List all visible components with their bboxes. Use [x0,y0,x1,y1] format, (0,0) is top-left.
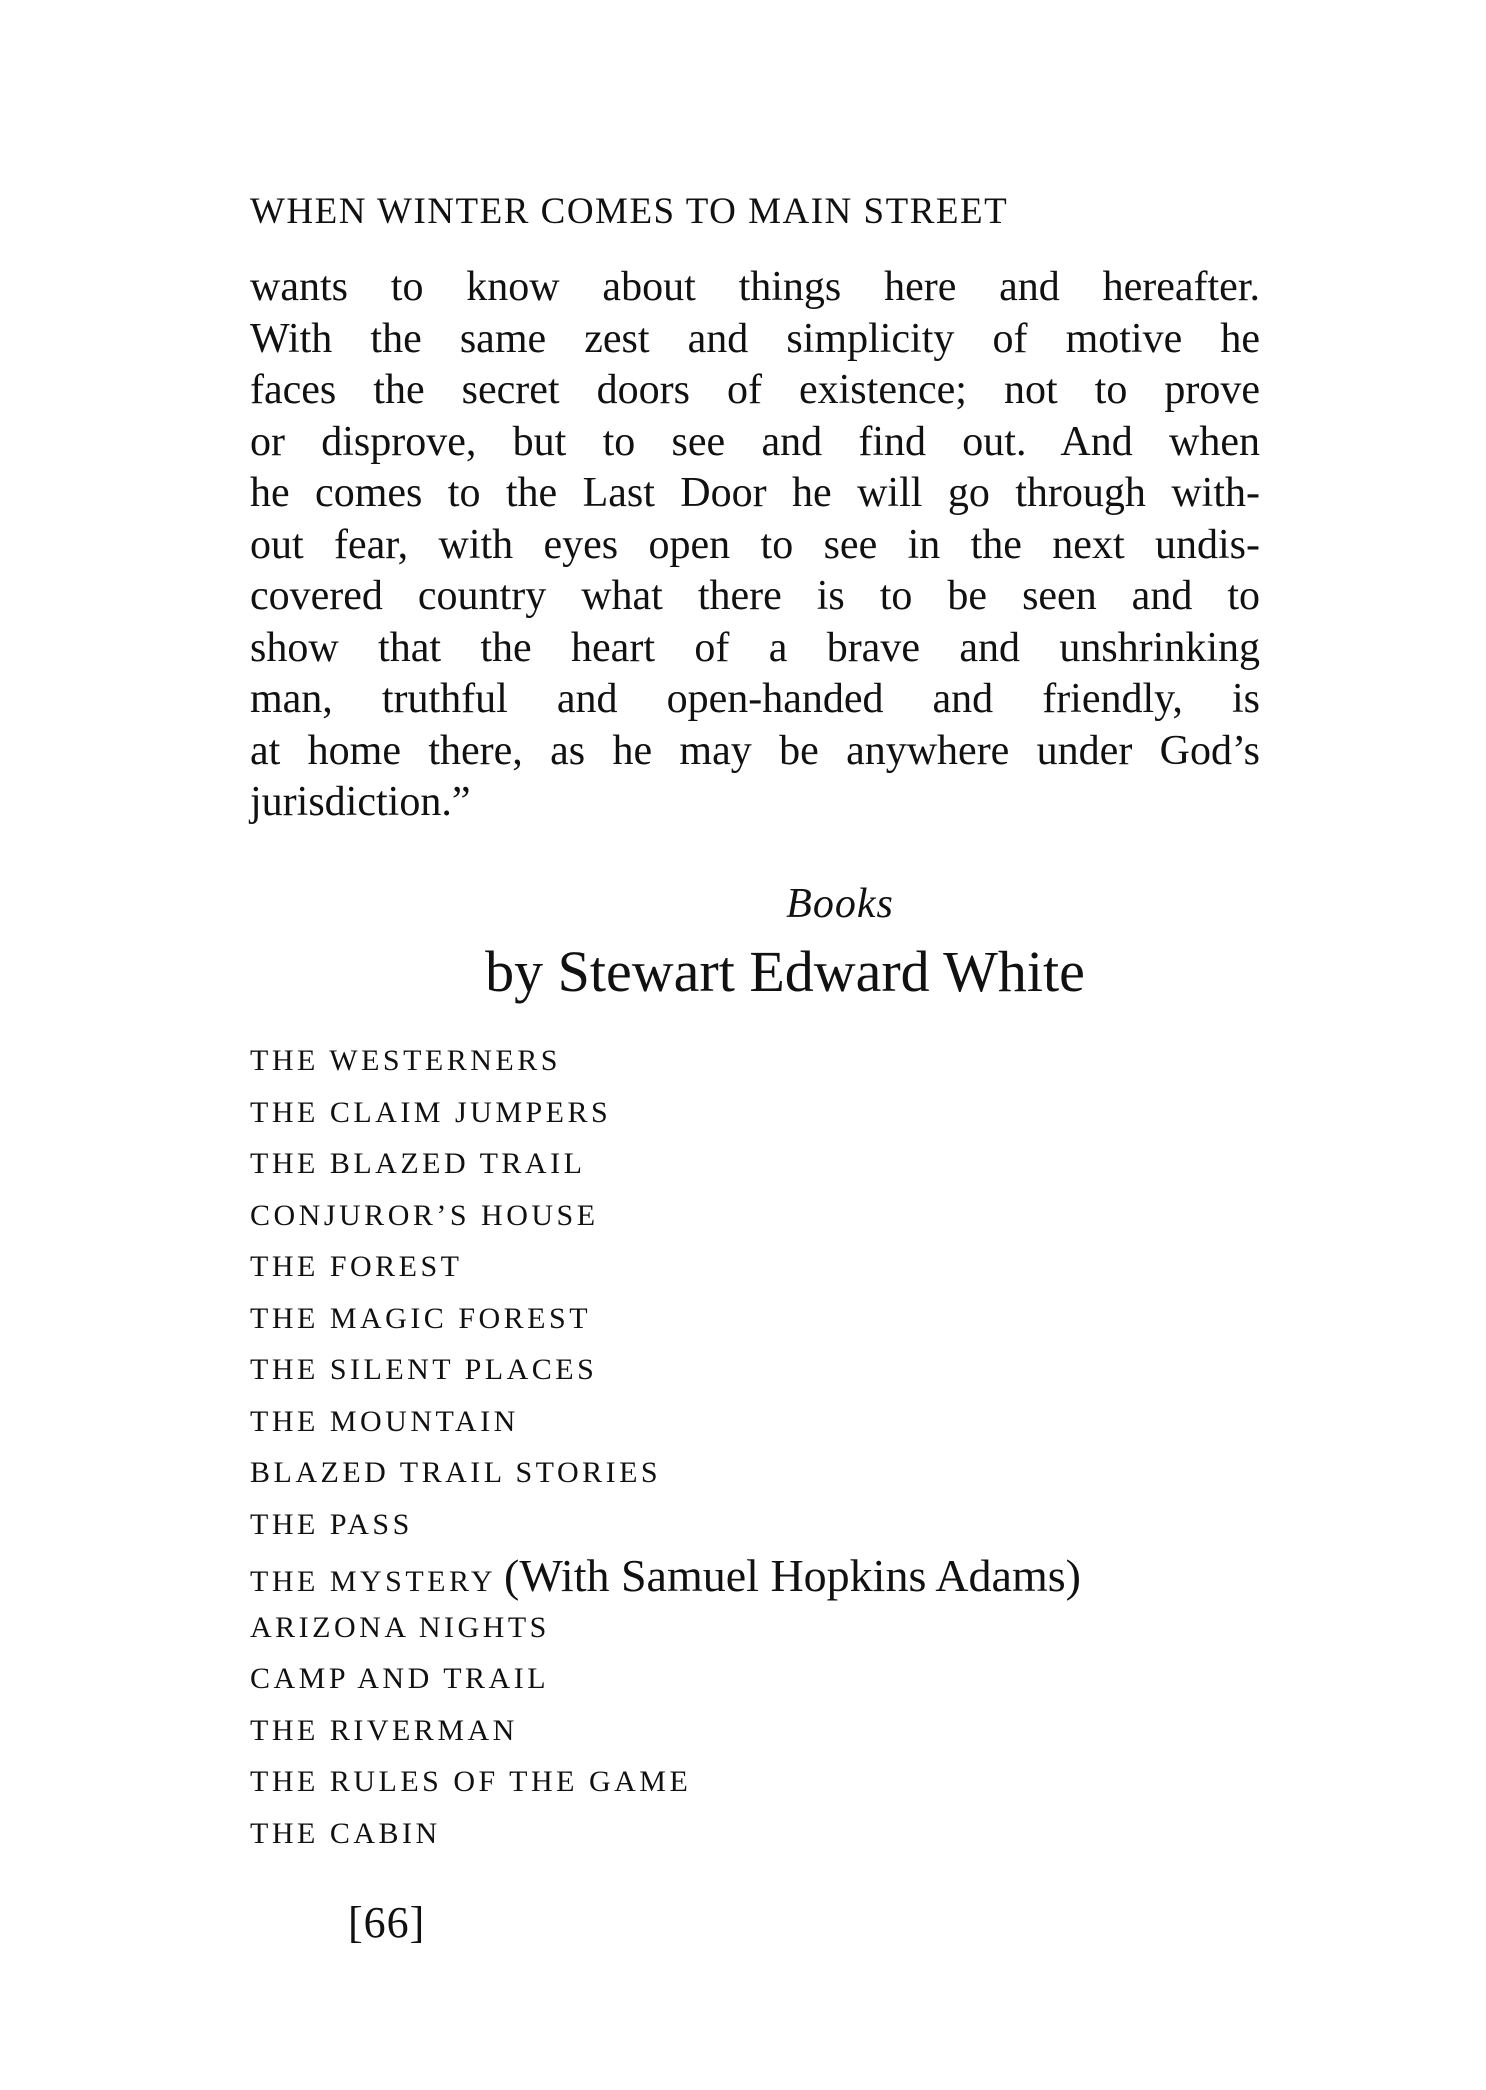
book-list-item [250,1602,1260,1654]
book-list-item [250,1447,1260,1499]
book-title: THE BLAZED TRAIL [250,1147,586,1180]
running-head: WHEN WINTER COMES TO MAIN STREET [250,191,1009,232]
book-list-item [250,1653,1260,1705]
body-line: or disprove, but to see and find out. And when [250,418,1260,465]
body-line: wants to know about things here and hereafter. [250,264,1260,310]
books-label: Books [786,881,894,927]
book-list-item [250,1190,1260,1242]
book-title: THE FOREST [250,1250,463,1283]
body-line: show that the heart of a brave and unshrinking [250,624,1260,671]
book-list [250,1035,1260,1859]
book-title: CONJUROR’S HOUSE [250,1198,599,1232]
book-title: ARIZONA NIGHTS [250,1610,550,1644]
book-list-item [250,1705,1260,1757]
book-title: THE CLAIM JUMPERS [250,1095,612,1129]
book-list-item [250,1035,1260,1087]
book-title: THE MYSTERY [250,1565,497,1598]
book-title: THE CABIN [250,1816,441,1850]
book-title: THE MAGIC FOREST [250,1301,592,1335]
books-author: by Stewart Edward White [485,939,1085,1004]
body-line: out fear, with eyes open to see in the next undis- [250,521,1260,568]
book-title: THE PASS [250,1507,413,1541]
body-line: jurisdiction.” [250,779,471,825]
book-title: THE MOUNTAIN [250,1404,519,1438]
book-list-item [250,1344,1260,1396]
book-list-item [250,1550,1260,1602]
books-heading [250,880,1260,1005]
body-line: he comes to the Last Door he will go through with- [250,470,1260,516]
book-title: THE WESTERNERS [250,1044,561,1077]
body-line: at home there, as he may be anywhere under God’s [250,727,1260,774]
book-list-item [250,1499,1260,1551]
page-number: [66] [348,1898,426,1947]
body-line: With the same zest and simplicity of motive he [250,315,1260,362]
body-line: man, truthful and open-handed and friendly, is [250,676,1260,722]
book-title: THE RIVERMAN [250,1713,518,1747]
book-title: CAMP AND TRAIL [250,1662,550,1695]
book-coauthor-note: (With Samuel Hopkins Adams) [504,1550,1081,1601]
body-text [250,262,1260,829]
book-list-item [250,1293,1260,1345]
book-list-item [250,1241,1260,1293]
body-line: covered country what there is to be seen and to [250,573,1260,619]
book-title: THE SILENT PLACES [250,1353,598,1386]
book-list-item [250,1087,1260,1139]
book-list-item [250,1808,1260,1860]
book-list-item [250,1138,1260,1190]
body-line: faces the secret doors of existence; not to prove [250,367,1260,413]
book-title: BLAZED TRAIL STORIES [250,1456,662,1489]
book-list-item [250,1396,1260,1448]
book-list-item [250,1756,1260,1808]
book-title: THE RULES OF THE GAME [250,1765,692,1798]
